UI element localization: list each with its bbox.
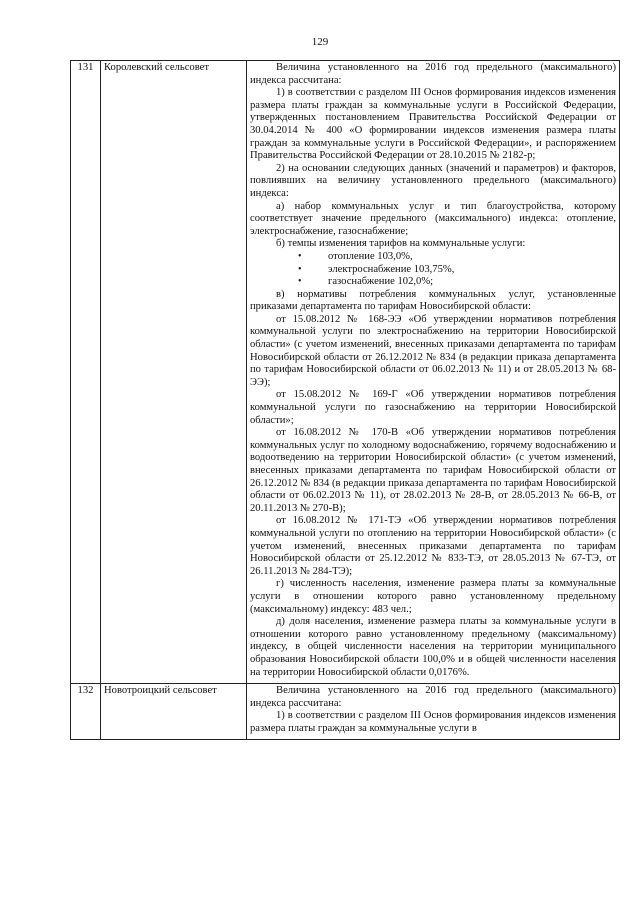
index-description: [247, 684, 620, 740]
intro-paragraph: Величина установленного на 2016 год предельного (максимального) индекса рассчитана:: [250, 62, 616, 86]
table-row: [71, 61, 620, 684]
item-g: г) численность населения, изменение размера платы за коммунальные услуги в отношении которого равно установленному предельному (максимальному) индексу: 483 чел.;: [250, 578, 616, 615]
item-d: д) доля населения, изменение размера платы за коммунальные услуги в отношении которого равно установленному предельному (максимальному) индексу, в общей численности населения на территории муниципального образования Новосибирской области 100,0% и в общей численности населения на территории Новосибирской области 0,0176%.: [250, 616, 616, 678]
list-item: • газоснабжение 102,0%;: [316, 276, 616, 289]
list-item: • отопление 103,0%,: [316, 251, 616, 264]
basis-paragraph-2: 2) на основании следующих данных (значений и параметров) и факторов, повлиявших на величину установленного предельного (максимального) индекса:: [250, 162, 616, 199]
order-gas: от 15.08.2012 № 169-Г «Об утверждении нормативов потребления коммунальной услуги по газоснабжению на территории Новосибирской области»;: [250, 389, 616, 426]
page-number: 129: [311, 36, 329, 48]
item-b: б) темпы изменения тарифов на коммунальные услуги:: [276, 238, 526, 250]
index-description: [247, 61, 620, 684]
table-row: [71, 684, 620, 740]
municipality-name: Новотроицкий сельсовет: [101, 684, 247, 740]
item-a: а) набор коммунальных услуг и тип благоустройства, которому соответствует значение предельного (максимального) индекса: отопление, электроснабжение, газоснабжение;: [250, 200, 616, 237]
list-item: • электроснабжение 103,75%,: [316, 264, 616, 277]
row-number: 132: [71, 684, 101, 740]
intro-paragraph: Величина установленного на 2016 год предельного (максимального) индекса рассчитана:: [250, 685, 616, 709]
basis-paragraph-1: 1) в соответствии с разделом III Основ формирования индексов изменения размера платы граждан за коммунальные услуги в Российской Федерации, утвержденных постановлением Правительства Российской Федерации от 30.04.2014 № 400 «О формировании индексов изменения размера платы граждан за коммунальные услуги в Российской Федерации», и распоряжением Правительства Российской Федерации от 28.10.2015 № 2182-р;: [250, 87, 616, 162]
order-heating: от 16.08.2012 № 171-ТЭ «Об утверждении нормативов потребления коммунальной услуги по отоплению на территории Новосибирской области» (с учетом изменений, внесенных приказами департамента по тарифам Новосибирской области от 25.12.2012 № 833-ТЭ, от 28.05.2013 № 67-ТЭ, от 26.11.2013 № 284-ТЭ);: [250, 515, 616, 577]
row-number: 131: [71, 61, 101, 684]
municipal-index-table: [70, 60, 620, 740]
item-v: в) нормативы потребления коммунальных услуг, установленные приказами департамента по тарифам Новосибирской области:: [250, 288, 616, 313]
basis-paragraph-1: 1) в соответствии с разделом III Основ формирования индексов изменения размера платы граждан за коммунальные услуги в: [250, 710, 616, 734]
order-water: от 16.08.2012 № 170-В «Об утверждении нормативов потребления коммунальных услуг по холодному водоснабжению, горячему водоснабжению и водоотведению на территории Новосибирской области» (с учетом изменений, внесенных приказами департамента по тарифам Новосибирской области от 26.12.2012 № 834 (в редакции приказа департамента по тарифам Новосибирской области от 06.02.2013 № 11), от 28.02.2013 № 28-В, от 28.05.2013 № 66-В, от 20.11.2013 № 270-В);: [250, 427, 616, 514]
municipality-name: Королевский сельсовет: [101, 61, 247, 684]
tariff-list: [250, 251, 616, 289]
order-electricity: от 15.08.2012 № 168-ЭЭ «Об утверждении нормативов потребления коммунальной услуги по электроснабжению на территории Новосибирской области» (с учетом изменений, внесенных приказами департамента по тарифам Новосибирской области от 26.12.2012 № 834 (в редакции приказа департамента по тарифам Новосибирской области от 06.02.2013 № 11) и от 28.05.2013 № 68-ЭЭ);: [250, 313, 616, 388]
